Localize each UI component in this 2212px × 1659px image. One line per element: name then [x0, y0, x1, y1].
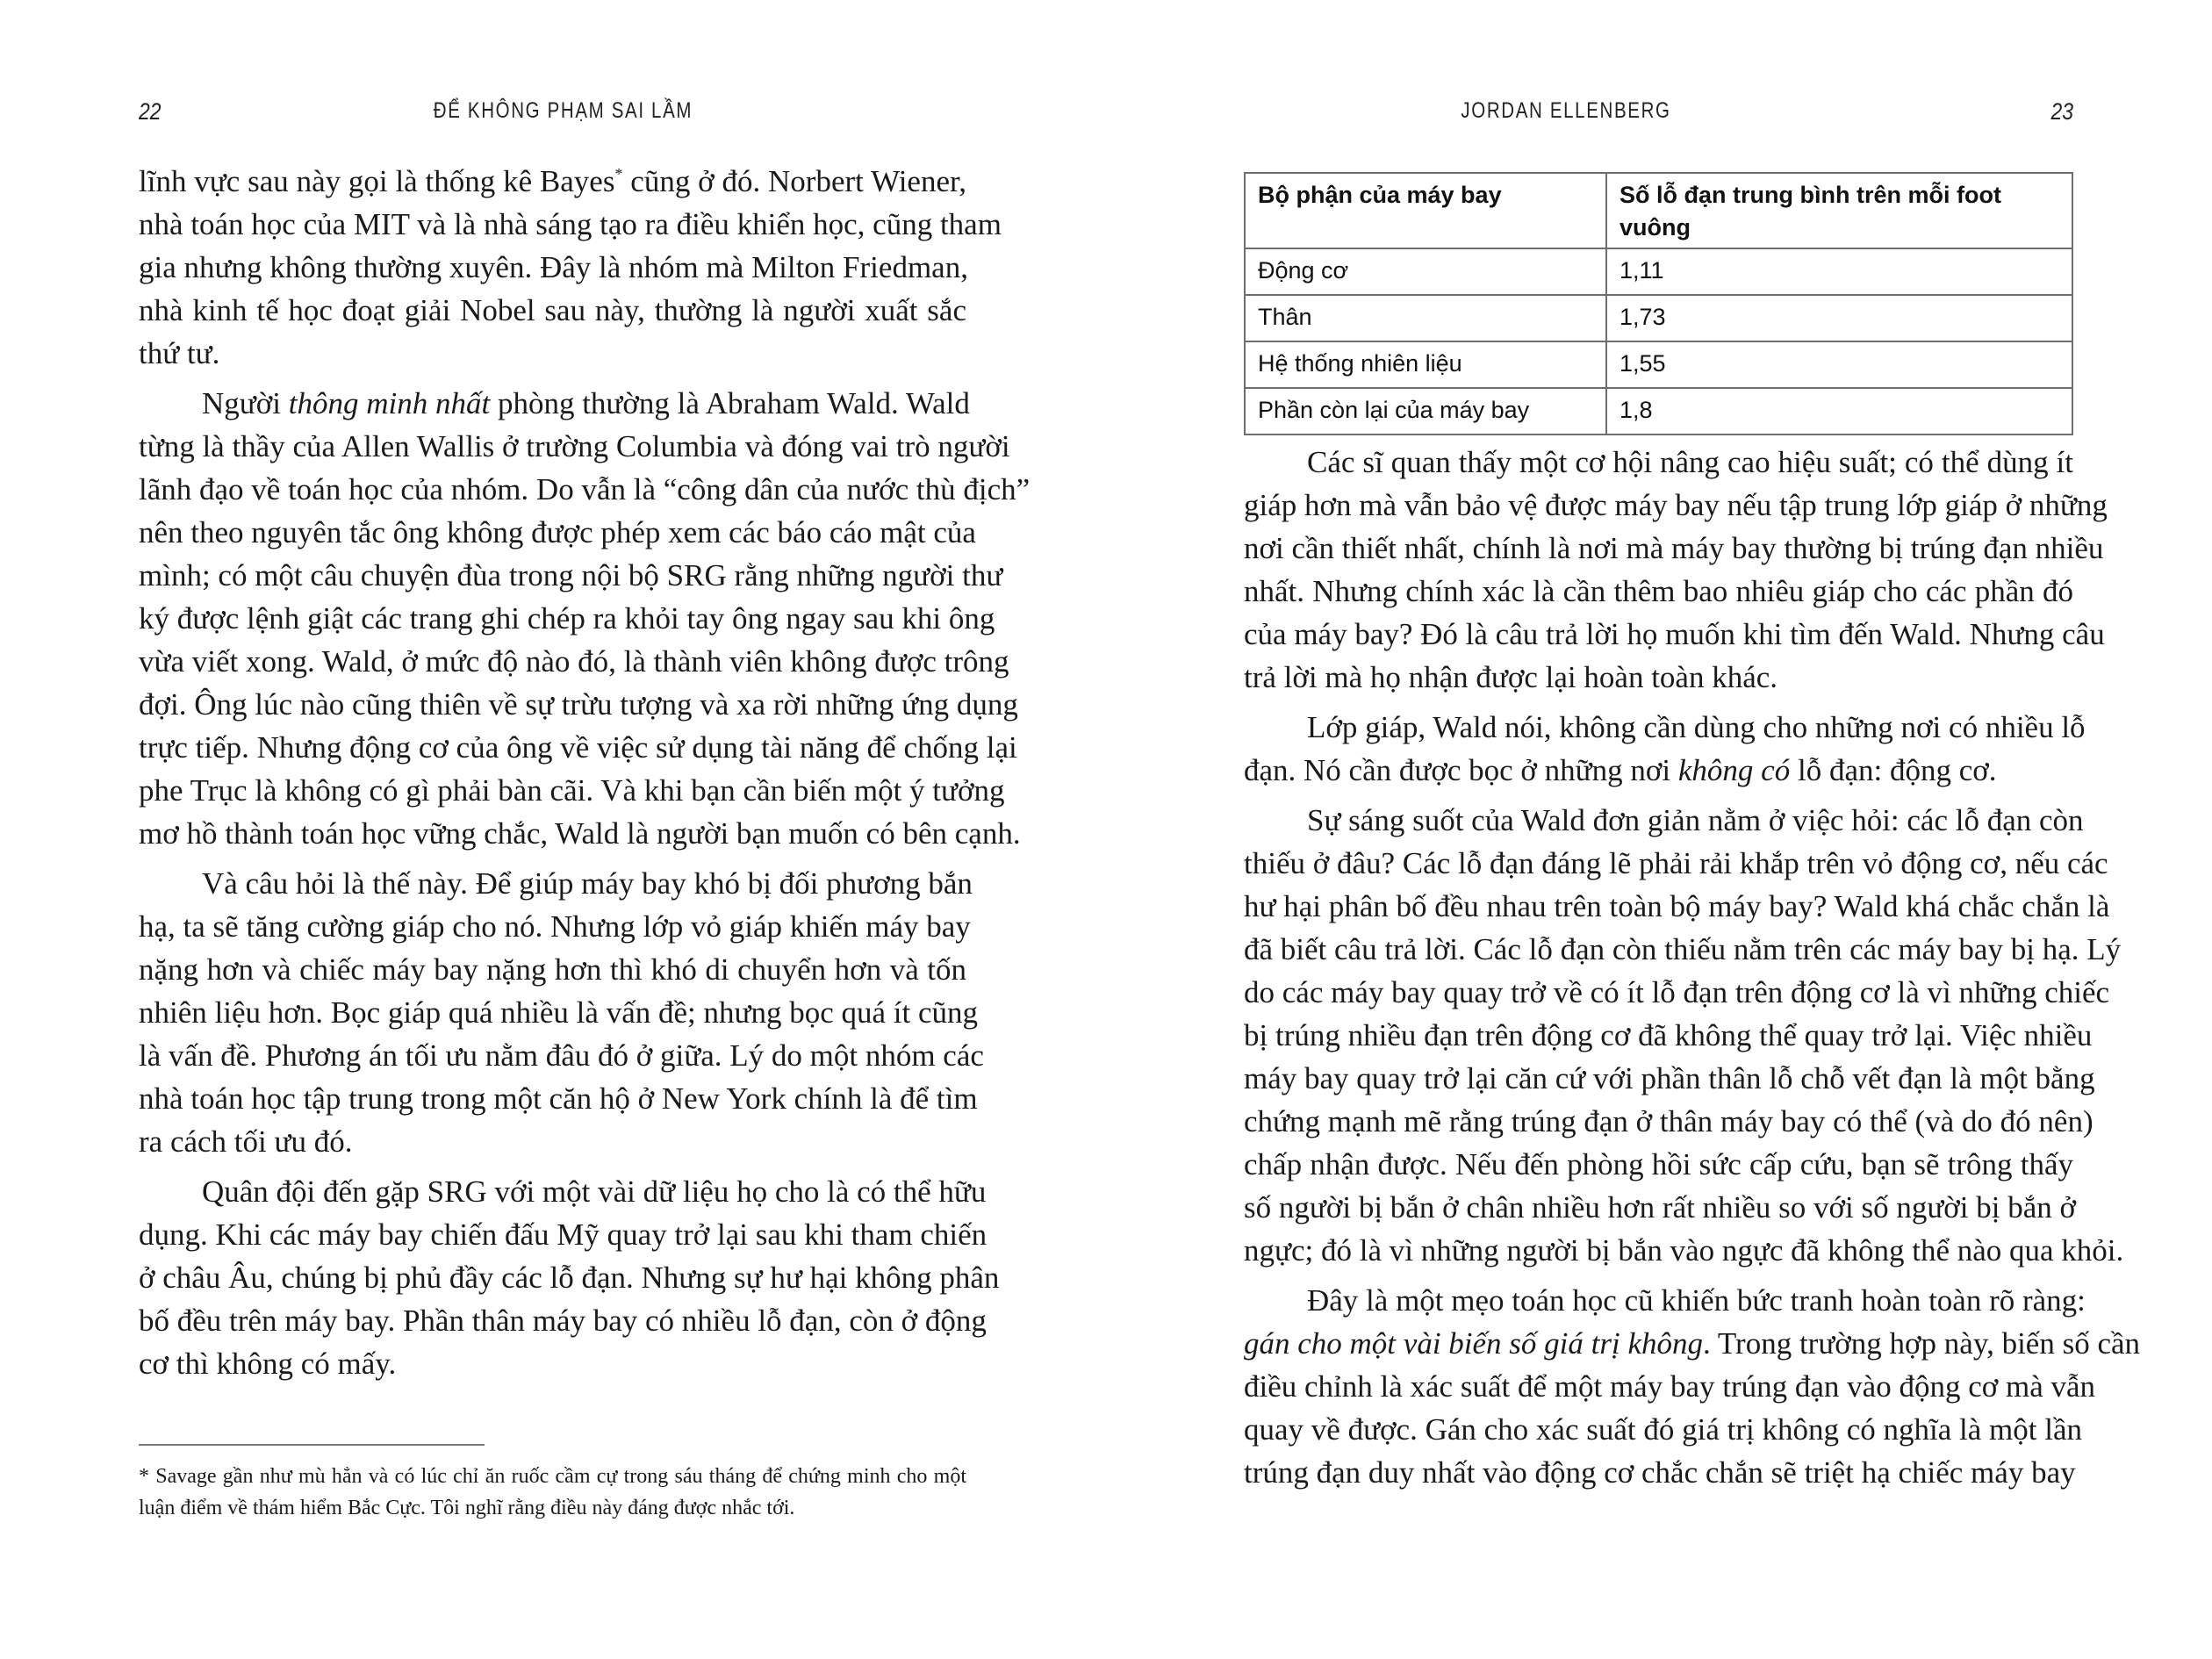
text-run: nên theo nguyên tắc ông không được phép xem các báo cáo mật của — [139, 515, 976, 549]
paragraph — [139, 160, 1002, 375]
italic-emphasis: không có — [1677, 753, 1791, 787]
text-line — [139, 726, 1017, 769]
text-line — [139, 425, 1010, 468]
table-cell-value: 1,8 — [1606, 388, 2072, 434]
text-run: dụng. Khi các máy bay chiến đấu Mỹ quay trở lại sau khi tham chiến — [139, 1217, 988, 1252]
running-head-author: JORDAN ELLENBERG — [1461, 98, 1671, 123]
table-cell-value: 1,55 — [1606, 341, 2072, 388]
text-line — [1244, 885, 2110, 928]
text-line — [1244, 928, 2122, 971]
text-line — [139, 948, 966, 991]
text-run: nặng hơn và chiếc máy bay nặng hơn thì khó di chuyển hơn và tốn — [139, 952, 966, 987]
paragraph — [1244, 1279, 2141, 1494]
text-line — [1244, 971, 2110, 1014]
text-line — [1244, 706, 2086, 749]
left-body-text — [139, 160, 1031, 1392]
text-line — [1244, 1143, 2073, 1186]
text-line — [139, 1213, 988, 1256]
text-run: mình; có một câu chuyện đùa trong nội bộ SRG rằng những người thư — [139, 558, 1003, 592]
text-line — [139, 382, 970, 425]
text-line — [139, 991, 979, 1034]
text-run: phe Trục là không có gì phải bàn cãi. Và khi bạn cần biến một ý tưởng — [139, 773, 1005, 808]
table-cell-part: Động cơ — [1245, 248, 1606, 295]
text-line — [139, 160, 966, 203]
text-run: đợi. Ông lúc nào cũng thiên về sự trừu tượng và xa rời những ứng dụng — [139, 687, 1018, 722]
text-line — [1244, 1229, 2124, 1272]
text-run: Đây là một mẹo toán học cũ khiến bức tranh hoàn toàn rõ ràng: — [1307, 1283, 2086, 1318]
footnote — [139, 1461, 966, 1524]
text-run: Lớp giáp, Wald nói, không cần dùng cho những nơi có nhiều lỗ — [1307, 710, 2086, 744]
text-line — [1244, 1057, 2095, 1100]
text-line — [139, 554, 1003, 597]
bullet-holes-table — [1244, 172, 2073, 435]
paragraph — [1244, 799, 2124, 1272]
text-line — [139, 862, 973, 905]
text-run: Các sĩ quan thấy một cơ hội nâng cao hiệu suất; có thể dùng ít — [1307, 445, 2073, 479]
text-run: hạ, ta sẽ tăng cường giáp cho nó. Nhưng lớp vỏ giáp khiến máy bay — [139, 909, 971, 944]
text-line — [139, 289, 966, 332]
text-run: lỗ đạn: động cơ. — [1790, 753, 1997, 787]
paragraph — [139, 862, 984, 1163]
text-line — [139, 1256, 1000, 1299]
text-run: nhất. Nhưng chính xác là cần thêm bao nhiêu giáp cho các phần đó — [1244, 574, 2073, 608]
text-line — [139, 246, 966, 289]
text-line — [1244, 527, 2104, 570]
footnote-marker: * — [614, 165, 623, 183]
text-line — [139, 683, 1018, 726]
text-run: trúng đạn duy nhất vào động cơ chắc chắn sẽ triệt hạ chiếc máy bay — [1244, 1455, 2076, 1490]
text-line — [139, 1034, 984, 1077]
right-page — [1106, 0, 2212, 1659]
text-run: ra cách tối ưu đó. — [139, 1124, 353, 1159]
text-run: nhà kinh tế học đoạt giải Nobel sau này, thường là người xuất sắc — [139, 293, 966, 327]
text-line — [1244, 1014, 2093, 1057]
page-number-right: 23 — [2050, 98, 2073, 125]
text-line — [1244, 842, 2108, 885]
table-cell-part: Thân — [1245, 295, 1606, 341]
text-line — [139, 1342, 966, 1385]
text-line — [1244, 1100, 2094, 1143]
text-run: nơi cần thiết nhất, chính là nơi mà máy bay thường bị trúng đạn nhiều — [1244, 531, 2104, 565]
text-line — [1244, 1365, 2096, 1408]
text-line — [139, 1170, 987, 1213]
paragraph — [139, 382, 1031, 855]
text-run: trả lời mà họ nhận được lại hoàn toàn khác. — [1244, 660, 1778, 694]
table-header-row — [1245, 173, 2072, 248]
text-run: luận điểm về thám hiểm Bắc Cực. Tôi nghĩ rằng điều này đáng được nhắc tới. — [139, 1497, 795, 1519]
text-line — [139, 1461, 966, 1492]
text-run: đạn. Nó cần được bọc ở những nơi — [1244, 753, 1678, 787]
table-cell-part: Hệ thống nhiên liệu — [1245, 341, 1606, 388]
table-row — [1245, 341, 2072, 388]
text-line — [1244, 1408, 2082, 1451]
text-run: do các máy bay quay trở về có ít lỗ đạn trên động cơ là vì những chiếc — [1244, 975, 2110, 1009]
text-line — [139, 640, 1009, 683]
text-run: của máy bay? Đó là câu trả lời họ muốn khi tìm đến Wald. Nhưng câu — [1244, 617, 2105, 651]
text-run: ký được lệnh giật các trang ghi chép ra khỏi tay ông ngay sau khi ông — [139, 601, 995, 636]
table-row — [1245, 295, 2072, 341]
text-line — [139, 203, 1002, 246]
text-line — [1244, 749, 2073, 792]
text-line — [1244, 570, 2073, 613]
text-run: giáp hơn mà vẫn bảo vệ được máy bay nếu tập trung lớp giáp ở những — [1244, 488, 2108, 522]
text-line — [1244, 613, 2105, 656]
text-run: máy bay quay trở lại căn cứ với phần thân lỗ chỗ vết đạn là một bằng — [1244, 1061, 2095, 1095]
paragraph — [1244, 706, 2086, 792]
text-run: nhà toán học của MIT và là nhà sáng tạo ra điều khiển học, cũng tham — [139, 207, 1002, 241]
table-row — [1245, 388, 2072, 434]
text-line — [139, 905, 971, 948]
table-cell-value: 1,11 — [1606, 248, 2072, 295]
text-run: Và câu hỏi là thế này. Để giúp máy bay khó bị đối phương bắn — [202, 866, 973, 901]
text-run: nhà toán học tập trung trong một căn hộ ở New York chính là để tìm — [139, 1081, 978, 1116]
text-line — [1244, 1186, 2077, 1229]
text-run: Quân đội đến gặp SRG với một vài dữ liệu họ cho là có thể hữu — [202, 1174, 987, 1209]
text-run: bị trúng nhiều đạn trên động cơ đã không thể quay trở lại. Việc nhiều — [1244, 1018, 2093, 1052]
text-run: . Trong trường hợp này, biến số cần — [1703, 1326, 2141, 1361]
text-run: chấp nhận được. Nếu đến phòng hồi sức cấp cứu, bạn sẽ trông thấy — [1244, 1147, 2073, 1181]
text-line — [139, 769, 1005, 812]
text-run: ở châu Âu, chúng bị phủ đầy các lỗ đạn. Nhưng sự hư hại không phân — [139, 1260, 1000, 1295]
table-cell-value: 1,73 — [1606, 295, 2072, 341]
text-run: Sự sáng suốt của Wald đơn giản nằm ở việc hỏi: các lỗ đạn còn — [1307, 803, 2084, 837]
italic-emphasis: thông minh nhất — [288, 386, 491, 420]
text-run: quay về được. Gán cho xác suất đó giá trị không có nghĩa là một lần — [1244, 1412, 2082, 1447]
text-run: trực tiếp. Nhưng động cơ của ông về việc sử dụng tài năng để chống lại — [139, 730, 1017, 765]
text-line — [1244, 1279, 2086, 1322]
text-line — [1244, 656, 2073, 699]
right-body-text — [1244, 441, 2141, 1501]
text-run: bố đều trên máy bay. Phần thân máy bay có nhiều lỗ đạn, còn ở động — [139, 1304, 987, 1338]
text-run: số người bị bắn ở chân nhiều hơn rất nhiều so với số người bị bắn ở — [1244, 1190, 2077, 1224]
text-line — [1244, 441, 2073, 484]
text-run: * Savage gần như mù hẳn và có lúc chỉ ăn ruốc cầm cự trong sáu tháng để chứng minh cho một — [139, 1465, 966, 1488]
table-row — [1245, 248, 2072, 295]
text-line — [1244, 1451, 2076, 1494]
text-run: Người — [202, 386, 289, 420]
text-line — [139, 597, 995, 640]
italic-emphasis: gán cho một vài biến số giá trị không — [1244, 1326, 1704, 1361]
text-line — [1244, 484, 2108, 527]
text-line — [139, 812, 1021, 855]
paragraph — [139, 1170, 1000, 1385]
text-line — [139, 1077, 978, 1120]
text-line — [139, 1492, 966, 1524]
text-run: từng là thầy của Allen Wallis ở trường Columbia và đóng vai trò người — [139, 429, 1010, 463]
text-line — [139, 1299, 987, 1342]
text-run: hư hại phân bố đều nhau trên toàn bộ máy bay? Wald khá chắc chắn là — [1244, 889, 2110, 923]
text-line — [139, 1120, 966, 1163]
text-run: điều chỉnh là xác suất để một máy bay trúng đạn vào động cơ mà vẫn — [1244, 1369, 2096, 1404]
text-run: là vấn đề. Phương án tối ưu nằm đâu đó ở giữa. Lý do một nhóm các — [139, 1038, 984, 1073]
text-run: thứ tư. — [139, 336, 220, 370]
text-run: mơ hồ thành toán học vững chắc, Wald là người bạn muốn có bên cạnh. — [139, 816, 1021, 851]
text-run: cơ thì không có mấy. — [139, 1347, 397, 1381]
column-header-part: Bộ phận của máy bay — [1245, 173, 1606, 248]
text-line — [139, 511, 976, 554]
paragraph — [1244, 441, 2108, 699]
text-run: nhiên liệu hơn. Bọc giáp quá nhiều là vấn đề; nhưng bọc quá ít cũng — [139, 995, 979, 1030]
text-run: cũng ở đó. Norbert Wiener, — [622, 164, 966, 198]
table-cell-part: Phần còn lại của máy bay — [1245, 388, 1606, 434]
text-run: lãnh đạo về toán học của nhóm. Do vẫn là “công dân của nước thù địch” — [139, 472, 1031, 506]
text-line — [1244, 1322, 2141, 1365]
text-run: gia nhưng không thường xuyên. Đây là nhóm mà Milton Friedman, — [139, 250, 968, 284]
text-run: lĩnh vực sau này gọi là thống kê Bayes — [139, 164, 615, 198]
text-run: thiếu ở đâu? Các lỗ đạn đáng lẽ phải rải khắp trên vỏ động cơ, nếu các — [1244, 846, 2108, 880]
column-header-holes-per-sqft: Số lỗ đạn trung bình trên mỗi foot vuông — [1606, 173, 2072, 248]
footnote-separator — [139, 1444, 485, 1446]
running-head-book-title: ĐỂ KHÔNG PHẠM SAI LẦM — [433, 98, 693, 123]
text-run: chứng mạnh mẽ rằng trúng đạn ở thân máy bay có thể (và do đó nên) — [1244, 1104, 2094, 1138]
text-run: vừa viết xong. Wald, ở mức độ nào đó, là thành viên không được trông — [139, 644, 1009, 679]
text-line — [139, 332, 966, 375]
text-run: ngực; đó là vì những người bị bắn vào ngực đã không thể nào qua khỏi. — [1244, 1233, 2124, 1268]
text-line — [1244, 799, 2084, 842]
text-run: đã biết câu trả lời. Các lỗ đạn còn thiếu nằm trên các máy bay bị hạ. Lý — [1244, 932, 2122, 966]
page-number-left: 22 — [139, 98, 162, 125]
text-line — [139, 468, 1031, 511]
text-run: phòng thường là Abraham Wald. Wald — [490, 386, 970, 420]
